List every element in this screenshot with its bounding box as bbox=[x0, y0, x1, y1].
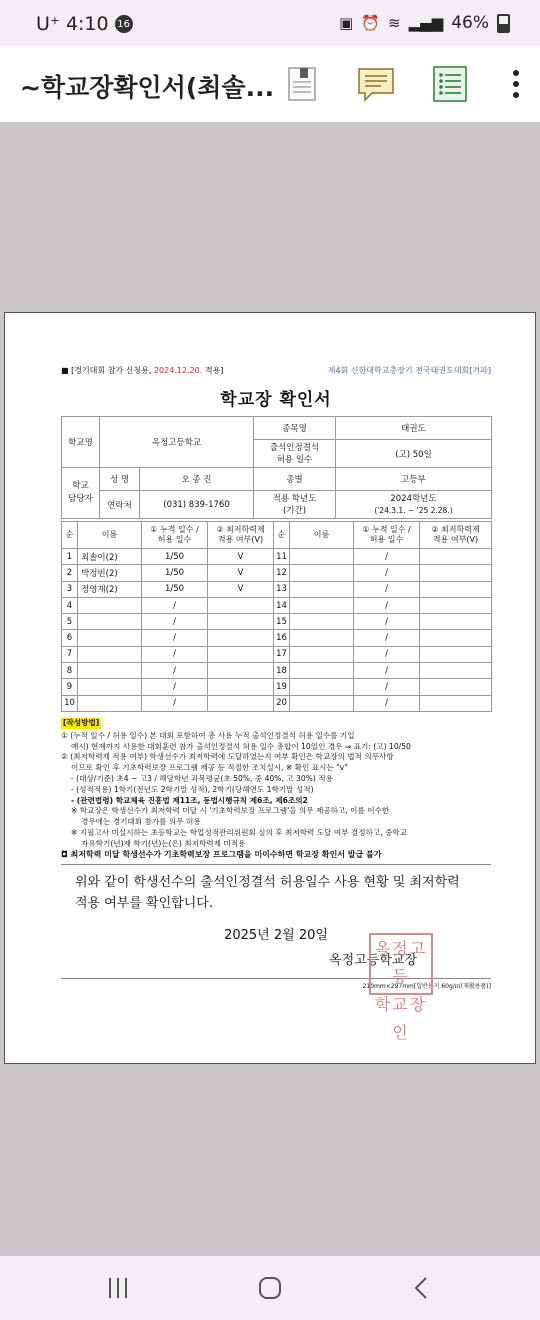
roster-cell-name bbox=[290, 549, 354, 565]
roster-cell-count: / bbox=[354, 646, 420, 662]
app-bar bbox=[0, 46, 540, 122]
header-left-date: 2024.12.20. bbox=[153, 366, 203, 375]
header-left-suffix: 적용] bbox=[202, 366, 224, 375]
notification-badge: 16 bbox=[115, 15, 133, 33]
roster-cell-no: 6 bbox=[62, 630, 78, 646]
table-row bbox=[62, 597, 492, 613]
allow-value: (고) 50일 bbox=[336, 440, 492, 468]
roster-cell-no: 15 bbox=[274, 614, 290, 630]
battery-percent: 46% bbox=[451, 13, 489, 33]
recent-apps-icon[interactable] bbox=[104, 1274, 132, 1302]
roster-cell-check bbox=[208, 630, 274, 646]
roster-cell-name bbox=[290, 679, 354, 695]
back-icon[interactable] bbox=[408, 1274, 436, 1302]
roster-cell-no: 18 bbox=[274, 663, 290, 679]
confirmation-line-2: 적용 여부를 확인합니다. bbox=[75, 896, 213, 912]
roster-cell-count: / bbox=[142, 695, 208, 711]
roster-cell-check bbox=[420, 646, 492, 662]
roster-cell-count: 1/50 bbox=[142, 549, 208, 565]
roster-cell-check bbox=[420, 614, 492, 630]
roster-cell-no: 16 bbox=[274, 630, 290, 646]
roster-cell-count: / bbox=[142, 646, 208, 662]
roster-cell-no: 13 bbox=[274, 581, 290, 597]
confirmation-text bbox=[61, 872, 491, 914]
roster-cell-check bbox=[420, 630, 492, 646]
roster-header bbox=[62, 522, 492, 549]
roster-cell-check: V bbox=[208, 549, 274, 565]
principal-signature: 옥정고등학교장 bbox=[329, 953, 417, 969]
info-table bbox=[61, 416, 492, 519]
roster-cell-name bbox=[78, 679, 142, 695]
roster-cell-name bbox=[290, 695, 354, 711]
table-row bbox=[62, 663, 492, 679]
issue-date: 2025년 2월 20일 bbox=[224, 928, 328, 944]
wifi-icon: ≋ bbox=[388, 14, 401, 32]
roster-cell-check bbox=[420, 549, 492, 565]
roster-cell-check bbox=[420, 581, 492, 597]
roster-cell-no: 17 bbox=[274, 646, 290, 662]
table-row bbox=[62, 679, 492, 695]
table-row bbox=[62, 614, 492, 630]
contact-value: (031) 839-1760 bbox=[140, 491, 254, 519]
roster-cell-check bbox=[208, 695, 274, 711]
roster-cell-name bbox=[78, 695, 142, 711]
roster-table bbox=[61, 521, 492, 712]
roster-cell-name bbox=[78, 663, 142, 679]
roster-cell-name bbox=[290, 646, 354, 662]
form-title: 학교장 확인서 bbox=[220, 390, 332, 410]
guide-line-5: - (대상/기준) 초4 ~ 고3 / 해당학년 과목평균(초 50%, 중 40%, 고 30%) 적용 bbox=[71, 773, 333, 783]
roster-cell-name bbox=[290, 581, 354, 597]
roster-cell-no: 19 bbox=[274, 679, 290, 695]
signal-icon: ▂▄▆ bbox=[408, 14, 444, 32]
roster-cell-count: 1/50 bbox=[142, 581, 208, 597]
guide-line-6: - (성적적용) 1학기(전년도 2학기말 성적), 2학기(당해연도 1학기말 성적) bbox=[71, 784, 314, 794]
col-no-right: 순 bbox=[274, 522, 290, 549]
contact-label: 연락처 bbox=[100, 491, 140, 519]
table-row bbox=[62, 565, 492, 581]
col-name-right: 이름 bbox=[290, 522, 354, 549]
roster-cell-count: / bbox=[354, 695, 420, 711]
roster-cell-count: / bbox=[142, 630, 208, 646]
roster-cell-check bbox=[208, 614, 274, 630]
roster-cell-no: 5 bbox=[62, 614, 78, 630]
roster-cell-name bbox=[290, 614, 354, 630]
guide-line-10: ※ 지필고사 미실시하는 초등학교는 학업성적관리위원회 심의 후 최저학력 도달 여부 결정하고, 중학교 bbox=[71, 827, 408, 837]
year-value: 2024학년도 bbox=[390, 493, 437, 504]
guide-line-3: ② (최저학력제 적용 여부) 학생선수가 최저학력에 도달하였는지 여부 확인은 학교장의 법적 의무사항 bbox=[61, 752, 394, 762]
status-bar bbox=[0, 0, 540, 46]
roster-cell-check bbox=[208, 663, 274, 679]
roster-cell-name bbox=[290, 597, 354, 613]
col-name: 이름 bbox=[78, 522, 142, 549]
roster-cell-count: 1/50 bbox=[142, 565, 208, 581]
event-value: 태권도 bbox=[336, 417, 492, 440]
roster-cell-no: 10 bbox=[62, 695, 78, 711]
roster-cell-count: / bbox=[354, 663, 420, 679]
paper-size-footer: 210mm×297mm[일반용지 60g/㎡(재활용품)] bbox=[61, 978, 491, 990]
confirmation-line-1: 위와 같이 학생선수의 출석인정결석 허용일수 사용 현황 및 최저학력 bbox=[75, 875, 460, 891]
roster-cell-count: / bbox=[354, 581, 420, 597]
guide-final-note: ◘ 최저학력 미달 학생선수가 기초학력보장 프로그램을 미이수하면 학교장 확인서 발급 불가 bbox=[61, 849, 382, 859]
roster-cell-count: / bbox=[354, 679, 420, 695]
roster-cell-no: 11 bbox=[274, 549, 290, 565]
roster-cell-count: / bbox=[142, 663, 208, 679]
roster-cell-check bbox=[420, 679, 492, 695]
table-row bbox=[62, 630, 492, 646]
guide-line-4: 이므로 확인 후 기초학력보장 프로그램 제공 등 적절한 조치실시, ※ 확인 표시는 "v" bbox=[71, 763, 348, 773]
roster-cell-count: / bbox=[142, 614, 208, 630]
carrier-label: U⁺ bbox=[36, 13, 60, 35]
outline-list-icon[interactable] bbox=[430, 64, 470, 104]
roster-cell-no: 14 bbox=[274, 597, 290, 613]
roster-cell-name bbox=[78, 646, 142, 662]
col-no: 순 bbox=[62, 522, 78, 549]
table-row bbox=[62, 646, 492, 662]
alarm-icon: ⏰ bbox=[361, 14, 381, 32]
battery-icon bbox=[497, 14, 510, 33]
table-row bbox=[62, 695, 492, 711]
roster-cell-name: 박정빈(2) bbox=[78, 565, 142, 581]
home-icon[interactable] bbox=[256, 1274, 284, 1302]
comment-icon[interactable] bbox=[356, 64, 396, 104]
roster-cell-name bbox=[78, 630, 142, 646]
roster-cell-name bbox=[290, 663, 354, 679]
roster-cell-check bbox=[208, 679, 274, 695]
col-check-right: ② 최저학력제 적용 여부(V) bbox=[420, 522, 492, 549]
header-right: 제4회 신한대학교총장기 전국태권도대회[겨파] bbox=[327, 366, 491, 375]
name-value: 오 종 진 bbox=[140, 468, 254, 491]
school-name: 옥정고등학교 bbox=[100, 417, 254, 468]
year-label: 적용 학년도 (기간) bbox=[254, 491, 336, 519]
document-header bbox=[61, 365, 491, 379]
division-value: 고등부 bbox=[336, 468, 492, 491]
table-row bbox=[62, 549, 492, 565]
col-count: ① 누적 일수 / 허용 일수 bbox=[142, 522, 208, 549]
roster-cell-no: 8 bbox=[62, 663, 78, 679]
document-title: ~학교장확인서(최솔... bbox=[20, 73, 275, 102]
roster-cell-name bbox=[290, 630, 354, 646]
divider bbox=[61, 864, 491, 865]
roster-cell-check bbox=[420, 597, 492, 613]
guide-line-2: 예시) 현재까지 사용한 대회훈련 참가 출석인정결석 허용 일수 총합이 10일인 경우 ⇒ 표기: (고) 10/50 bbox=[71, 741, 411, 751]
roster-cell-check bbox=[420, 565, 492, 581]
roster-cell-no: 3 bbox=[62, 581, 78, 597]
table-row bbox=[62, 581, 492, 597]
roster-cell-check: V bbox=[208, 565, 274, 581]
header-left-prefix: ■ [경기대회 참가 신청용, bbox=[61, 366, 154, 375]
school-label: 학교명 bbox=[62, 417, 100, 468]
document-view-icon[interactable] bbox=[282, 64, 322, 104]
allow-label: 출석인정결석 허용 일수 bbox=[254, 440, 336, 468]
division-label: 종별 bbox=[254, 468, 336, 491]
roster-cell-count: / bbox=[354, 549, 420, 565]
roster-cell-count: / bbox=[142, 679, 208, 695]
clock: 4:10 bbox=[65, 13, 109, 35]
roster-cell-name bbox=[78, 597, 142, 613]
manager-label: 학교 담당자 bbox=[62, 468, 100, 519]
roster-cell-count: / bbox=[354, 597, 420, 613]
roster-cell-name: 최솔이(2) bbox=[78, 549, 142, 565]
roster-cell-no: 4 bbox=[62, 597, 78, 613]
col-check: ② 최저학력제 적용 여부(V) bbox=[208, 522, 274, 549]
col-count-right: ① 누적 일수 / 허용 일수 bbox=[354, 522, 420, 549]
roster-cell-count: / bbox=[354, 565, 420, 581]
roster-cell-count: / bbox=[354, 614, 420, 630]
navigation-bar bbox=[0, 1256, 540, 1320]
data-saver-icon: ▣ bbox=[339, 14, 354, 32]
guide-line-1: ① (누적 일수 / 허용 일수) 본 대회 포함하여 총 사용 누적 출석인정결석 허용 일수를 기입 bbox=[61, 730, 355, 740]
roster-cell-no: 7 bbox=[62, 646, 78, 662]
roster-cell-check bbox=[208, 646, 274, 662]
document-page bbox=[4, 312, 536, 1064]
roster-cell-count: / bbox=[354, 630, 420, 646]
guide-line-7: - (관련법령) 학교체육 진흥법 제11조, 동법시행규칙 제6조, 제6조의2 bbox=[71, 795, 308, 805]
document-content bbox=[61, 365, 491, 990]
guide-line-11: 자유학기(년)제 학기(년)는(은) 최저학력제 미적용 bbox=[81, 838, 246, 848]
roster-cell-name bbox=[78, 614, 142, 630]
name-label: 성 명 bbox=[100, 468, 140, 491]
roster-cell-no: 1 bbox=[62, 549, 78, 565]
event-label: 종목명 bbox=[254, 417, 336, 440]
roster-cell-check bbox=[420, 695, 492, 711]
roster-cell-name: 정영재(2) bbox=[78, 581, 142, 597]
roster-cell-no: 2 bbox=[62, 565, 78, 581]
roster-cell-no: 12 bbox=[274, 565, 290, 581]
roster-cell-no: 20 bbox=[274, 695, 290, 711]
roster-cell-count: / bbox=[142, 597, 208, 613]
guide-line-9: 경우에는 경기대회 참가를 의무 허용 bbox=[81, 817, 201, 827]
roster-cell-check bbox=[208, 597, 274, 613]
roster-cell-name bbox=[290, 565, 354, 581]
official-seal: 옥정고등 학교장인 bbox=[369, 933, 433, 995]
guide-label: [작성방법] bbox=[63, 717, 100, 727]
roster-cell-check bbox=[420, 663, 492, 679]
year-period: ('24.3.1. ~ '25 2.28.) bbox=[374, 505, 453, 515]
roster-cell-no: 9 bbox=[62, 679, 78, 695]
writing-guide bbox=[61, 718, 491, 860]
roster-cell-check: V bbox=[208, 581, 274, 597]
more-options-icon[interactable] bbox=[512, 70, 520, 98]
guide-line-8: ※ 학교장은 학생선수가 최저학력 미달 시 '기초학력보장 프로그램'을 의무 제공하고, 이를 이수한 bbox=[71, 806, 390, 816]
